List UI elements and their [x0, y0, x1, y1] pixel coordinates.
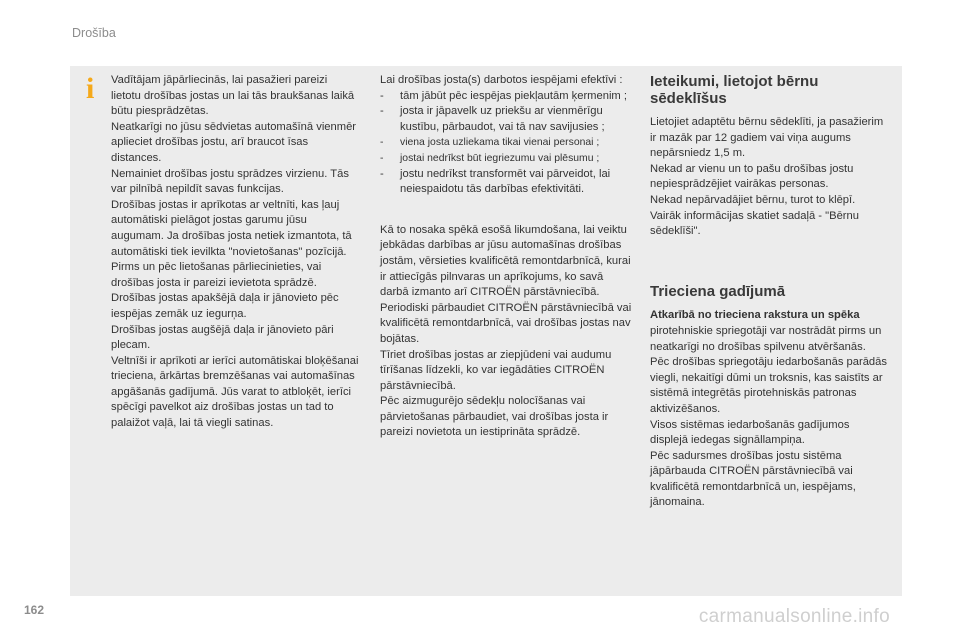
- paragraph: Veltnīši ir aprīkoti ar ierīci automātiskai bloķēšanai trieciena, ārkārtas bremzēšanas vai automašīnas apgāšanās gadījumā. Jūs varat to atbloķēt, ierīci spēcīgi pavelkot aiz drošības jostas un tad to palaižot vaļā, lai tā viegli satinas.: [111, 354, 359, 430]
- list-dash: -: [380, 167, 384, 180]
- heading-child-seat-advice: Ieteikumi, lietojot bērnu sēdeklīšus: [650, 73, 819, 107]
- page-number: 162: [24, 603, 45, 617]
- paragraph-text: pirotehniskie spriegotāji var nostrādāt pirms un neatkarīgi no drošības spilvenu atvēršanās. Pēc drošības spriegotāju iedarbošanās parādās viegli, nekaitīgi dūmi un troksnis, kas saistīts ar sistēmā integrētās pirotehniskās patronas aktivizēšanos.: [650, 324, 887, 415]
- paragraph: Pēc sadursmes drošības jostu sistēma jāpārbauda CITROËN pārstāvniecībā vai kvalificētā remontdarbnīcā un, iespējams, jānomaina.: [650, 449, 856, 509]
- paragraph: Nekad ar vienu un to pašu drošības jostu nepiesprādzējiet vairākas personas.: [650, 162, 854, 191]
- paragraph: Kā to nosaka spēkā esošā likumdošana, lai veiktu jebkādas darbības ar jūsu automašīnas drošības jostām, vērsieties kvalificētā remontdarbnīcā, kurai ir attiecīgās pilnvaras un aprīkojums, ko savā darbā izmanto arī CITROËN pārstāvniecībā.: [380, 223, 631, 299]
- info-icon: i: [86, 72, 95, 105]
- list-item-text: jostai nedrīkst būt iegriezumu vai plēsumu ;: [400, 152, 600, 164]
- paragraph: Visos sistēmas iedarbošanās gadījumos displejā iedegas signāllampiņa.: [650, 418, 850, 447]
- paragraph: Tīriet drošības jostas ar ziepjūdeni vai audumu tīrīšanas līdzekli, ko var iegādāties CITROËN pārstāvniecībā.: [380, 348, 612, 392]
- paragraph: Periodiski pārbaudiet CITROËN pārstāvniecībā vai kvalificētā remontdarbnīcā, vai drošības jostas nav bojātas.: [380, 301, 632, 345]
- list-item-text: viena josta uzliekama tikai vienai personai ;: [400, 137, 600, 149]
- list-item: [380, 135, 632, 151]
- list-item-text: tām jābūt pēc iespējas piekļautām ķermenim ;: [400, 89, 627, 102]
- paragraph: Lietojiet adaptētu bērnu sēdeklīti, ja pasažierim ir mazāk par 12 gadiem vai viņa augums nepārsniedz 1,5 m.: [650, 116, 884, 160]
- paragraph: Nekad nepārvadājiet bērnu, turot to klēpī.: [650, 193, 856, 206]
- list-dash: -: [380, 105, 384, 118]
- section-title: Drošība: [72, 26, 116, 40]
- paragraph: Pirms un pēc lietošanas pārliecinieties, vai drošības josta ir pareizi ievietota sprādzē.: [111, 261, 322, 289]
- list-item: [380, 104, 632, 135]
- list-dash: -: [380, 152, 384, 164]
- paragraph: Neatkarīgi no jūsu sēdvietas automašīnā vienmēr aplieciet drošības jostu, arī braucot īsas distances.: [111, 120, 357, 164]
- watermark: carmanualsonline.info: [698, 606, 890, 627]
- heading-in-case-of-impact: Trieciena gadījumā: [650, 282, 786, 300]
- seatbelt-effectiveness-column: [380, 73, 632, 441]
- paragraph: Vadītājam jāpārliecinās, lai pasažieri pareizi lietotu drošības jostas un lai tās braukšanas laikā būtu piesprādzētas.: [111, 74, 355, 118]
- paragraph: [650, 308, 888, 417]
- paragraph: Drošības jostas augšējā daļa ir jānovieto pāri plecam.: [111, 323, 334, 352]
- list-item-text: jostu nedrīkst transformēt vai pārveidot, lai neiespaidotu tās darbības efektivitāti.: [400, 167, 611, 196]
- bold-lead: Atkarībā no trieciena rakstura un spēka: [650, 309, 860, 322]
- paragraph: Pēc aizmugurējo sēdekļu nolocīšanas vai pārvietošanas pārbaudiet, vai drošības josta ir pareizi novietota un iestiprināta sprādzē.: [380, 395, 609, 439]
- list-item-text: josta ir jāpavelk uz priekšu ar vienmērīgu kustību, pārbaudot, vai tā nav savijusies ;: [400, 105, 605, 133]
- list-intro: Lai drošības josta(s) darbotos iespējami efektīvi :: [380, 74, 623, 86]
- list-item: [380, 89, 632, 105]
- paragraph: Vairāk informācijas skatiet sadaļā - "Bērnu sēdeklīši".: [650, 209, 859, 238]
- list-item: [380, 151, 632, 167]
- list-dash: -: [380, 137, 384, 149]
- requirements-list: [380, 89, 632, 198]
- paragraph: Drošības jostas ir aprīkotas ar veltnīti, kas ļauj automātiski pielāgot jostas garumu jūsu augumam. Ja drošības josta netiek izmantota, tā automātiski tiek ievilkta "novietošanas" pozīcijā.: [111, 198, 352, 258]
- child-seat-column: [650, 73, 888, 511]
- paragraph: Drošības jostas apakšējā daļa ir jānovieto pēc iespējas zemāk uz iegurņa.: [111, 292, 339, 320]
- list-dash: -: [380, 89, 384, 102]
- list-item: [380, 167, 632, 198]
- seatbelt-warning-column: [111, 73, 359, 432]
- paragraph: Nemainiet drošības jostu sprādzes virzienu. Tās var pilnībā nepildīt savas funkcijas.: [111, 167, 349, 196]
